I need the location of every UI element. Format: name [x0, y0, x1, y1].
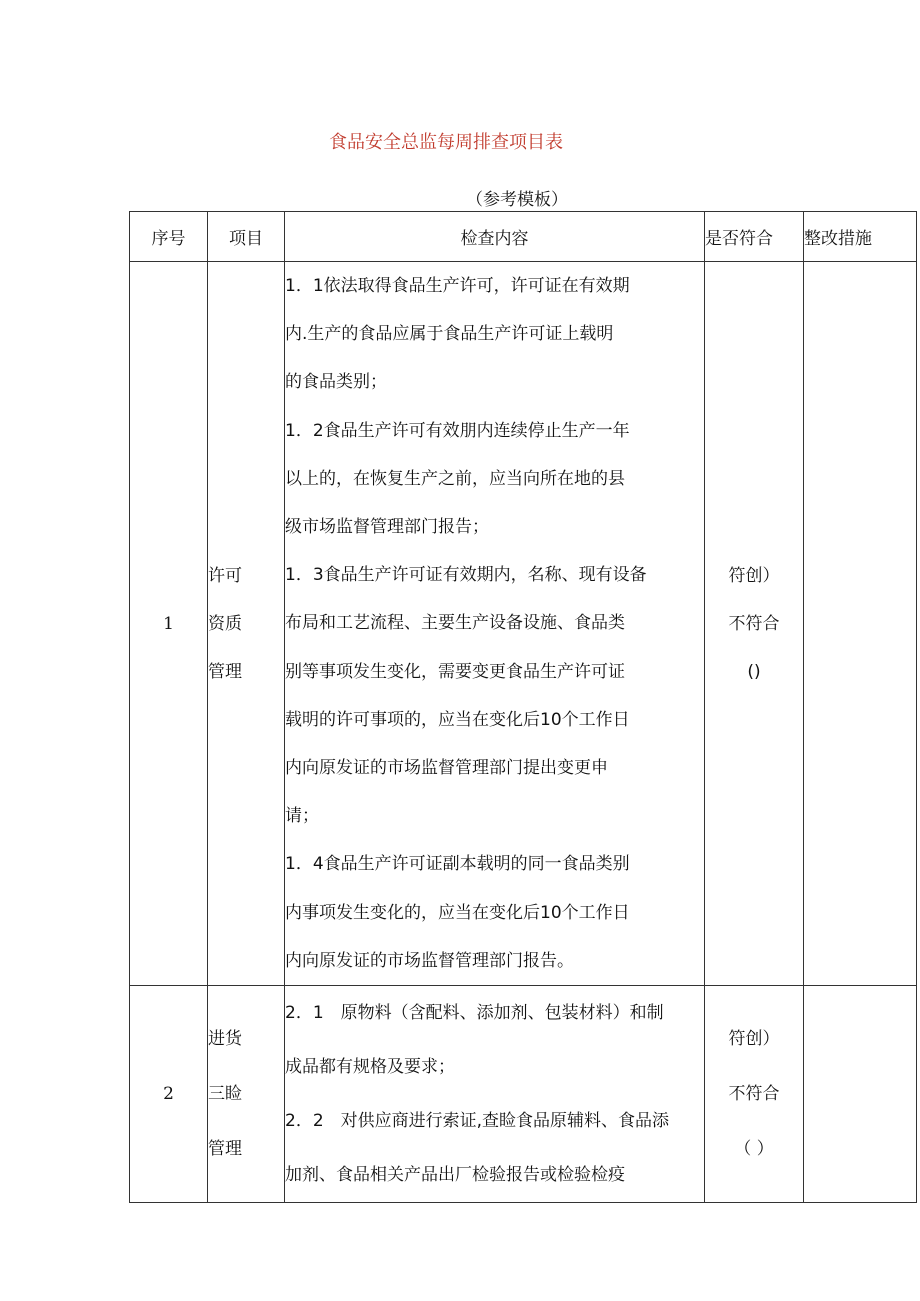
comply-option: 不符合 [728, 613, 780, 634]
content-line: 布局和工艺流程、主要生产设备设施、食品类 [285, 613, 625, 634]
header-fix: 整改措施 [804, 212, 917, 262]
content-line: 2．1 原物料（含配料、添加剂、包装材料）和制 [285, 1003, 664, 1023]
row-item [208, 986, 285, 1203]
content-line: 内向原发证的市场监督管理部门提出变更申 [285, 757, 608, 778]
item-line: 管理 [208, 1138, 242, 1159]
table-row [130, 986, 917, 1203]
item-line: 三睑 [208, 1083, 242, 1104]
content-line: 2．2 对供应商进行索证,查睑食品原辅料、食品添 [285, 1111, 670, 1131]
content-line: 成品都有规格及要求； [285, 1057, 455, 1077]
content-line: 载明的许可事项的，应当在变化后10个工作日 [285, 709, 630, 730]
comply-option: 不符合 [728, 1083, 780, 1104]
content-line: 级市场监督管理部门报告； [285, 517, 489, 538]
page-title: 食品安全总监每周排查项目表 [329, 132, 563, 153]
header-comply: 是否符合 [705, 212, 804, 262]
content-line: 1．4食品生产许可证副本载明的同一食品类别 [285, 854, 630, 875]
inspection-table [129, 211, 917, 1203]
row-item [208, 262, 285, 986]
content-line: 内事项发生变化的，应当在变化后10个工作日 [285, 902, 630, 923]
table-header-row [130, 212, 917, 262]
item-line: 进货 [208, 1028, 242, 1049]
content-line: 以上的，在恢复生产之前，应当向所在地的县 [285, 468, 625, 489]
content-line: 请； [285, 806, 319, 827]
header-seq: 序号 [130, 212, 208, 262]
content-line: 内向原发证的市场监督管理部门报告。 [285, 950, 574, 971]
content-line: 加剂、食品相关产品出厂检验报告或检验检疫 [285, 1165, 625, 1185]
page-subtitle: （参考模板） [466, 190, 568, 210]
content-line: 1．1依法取得食品生产许可，许可证在有效期 [285, 276, 630, 297]
content-line: 别等事项发生变化，需要变更食品生产许可证 [285, 661, 625, 682]
comply-option: 符创） [728, 565, 780, 586]
row-content [285, 986, 705, 1203]
content-line: 内.生产的食品应属于食品生产许可证上载明 [285, 324, 614, 345]
row-content [285, 262, 705, 986]
row-seq: 2 [130, 986, 208, 1203]
item-line: 许可 [208, 565, 242, 586]
item-line: 资质 [208, 613, 242, 634]
comply-option: 符创） [728, 1028, 780, 1049]
header-item: 项目 [208, 212, 285, 262]
content-line: 1．2食品生产许可有效朋内连续停止生产一年 [285, 420, 630, 441]
row-seq: 1 [130, 262, 208, 986]
comply-option: () [747, 661, 761, 682]
row-comply [705, 262, 804, 986]
row-fix [804, 262, 917, 986]
item-line: 管理 [208, 661, 242, 682]
comply-option: （ ） [734, 1138, 774, 1159]
content-line: 的食品类别； [285, 372, 387, 393]
row-comply [705, 986, 804, 1203]
table-row [130, 262, 917, 986]
header-content: 检查内容 [285, 212, 705, 262]
row-fix [804, 986, 917, 1203]
content-line: 1．3食品生产许可证有效期内，名称、现有设备 [285, 565, 647, 586]
